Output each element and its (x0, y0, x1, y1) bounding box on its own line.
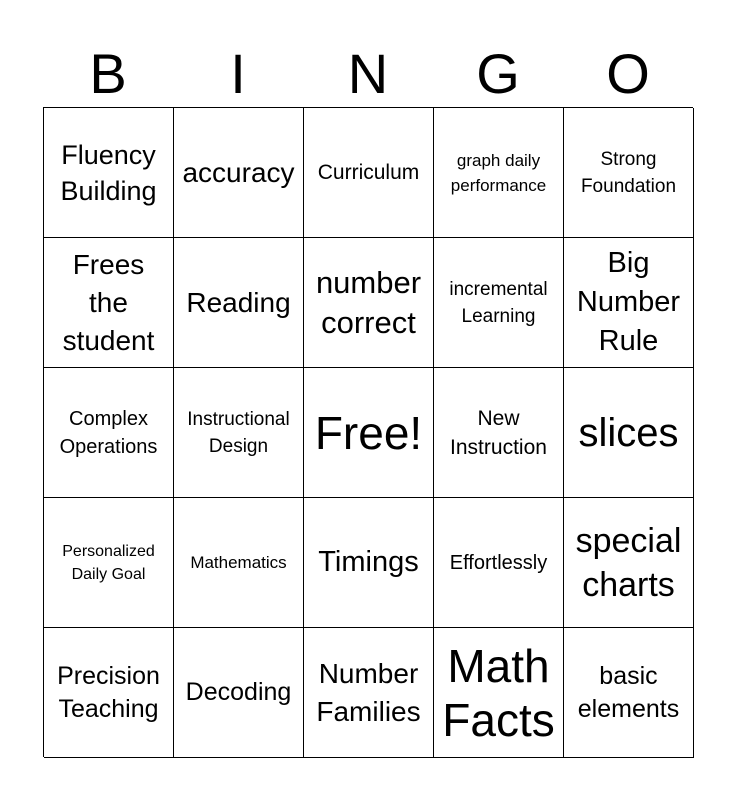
header-letter-n: N (347, 42, 389, 105)
bingo-cell-r3-c5[interactable]: slices (564, 368, 694, 498)
bingo-cell-r3-c4[interactable]: New Instruction (434, 368, 564, 498)
bingo-grid (43, 107, 693, 757)
bingo-cell-r4-c4[interactable]: Effortlessly (434, 498, 564, 628)
bingo-cell-r2-c2[interactable]: Reading (174, 238, 304, 368)
bingo-header (43, 40, 693, 108)
bingo-cell-r5-c1[interactable]: Precision Teaching (44, 628, 174, 758)
bingo-cell-r5-c3[interactable]: Number Families (304, 628, 434, 758)
bingo-cell-r5-c4[interactable]: Math Facts (434, 628, 564, 758)
bingo-cell-r1-c1[interactable]: Fluency Building (44, 108, 174, 238)
bingo-cell-r2-c4[interactable]: incremental Learning (434, 238, 564, 368)
bingo-cell-r4-c3[interactable]: Timings (304, 498, 434, 628)
bingo-cell-r1-c3[interactable]: Curriculum (304, 108, 434, 238)
bingo-cell-r3-c2[interactable]: Instructional Design (174, 368, 304, 498)
bingo-cell-r4-c2[interactable]: Mathematics (174, 498, 304, 628)
header-letter-b: B (89, 42, 127, 105)
bingo-cell-r1-c2[interactable]: accuracy (174, 108, 304, 238)
header-letter-i: I (230, 42, 246, 105)
header-letter-g: G (476, 42, 520, 105)
bingo-cell-r2-c5[interactable]: Big Number Rule (564, 238, 694, 368)
bingo-cell-r3-c1[interactable]: Complex Operations (44, 368, 174, 498)
bingo-cell-r3-c3-free[interactable]: Free! (304, 368, 434, 498)
bingo-cell-r5-c5[interactable]: basic elements (564, 628, 694, 758)
bingo-cell-r5-c2[interactable]: Decoding (174, 628, 304, 758)
bingo-cell-r4-c5[interactable]: special charts (564, 498, 694, 628)
bingo-cell-r2-c3[interactable]: number correct (304, 238, 434, 368)
bingo-cell-r1-c5[interactable]: Strong Foundation (564, 108, 694, 238)
bingo-cell-r4-c1[interactable]: Personalized Daily Goal (44, 498, 174, 628)
bingo-cell-r2-c1[interactable]: Frees the student (44, 238, 174, 368)
header-letter-o: O (606, 42, 650, 105)
bingo-cell-r1-c4[interactable]: graph daily performance (434, 108, 564, 238)
